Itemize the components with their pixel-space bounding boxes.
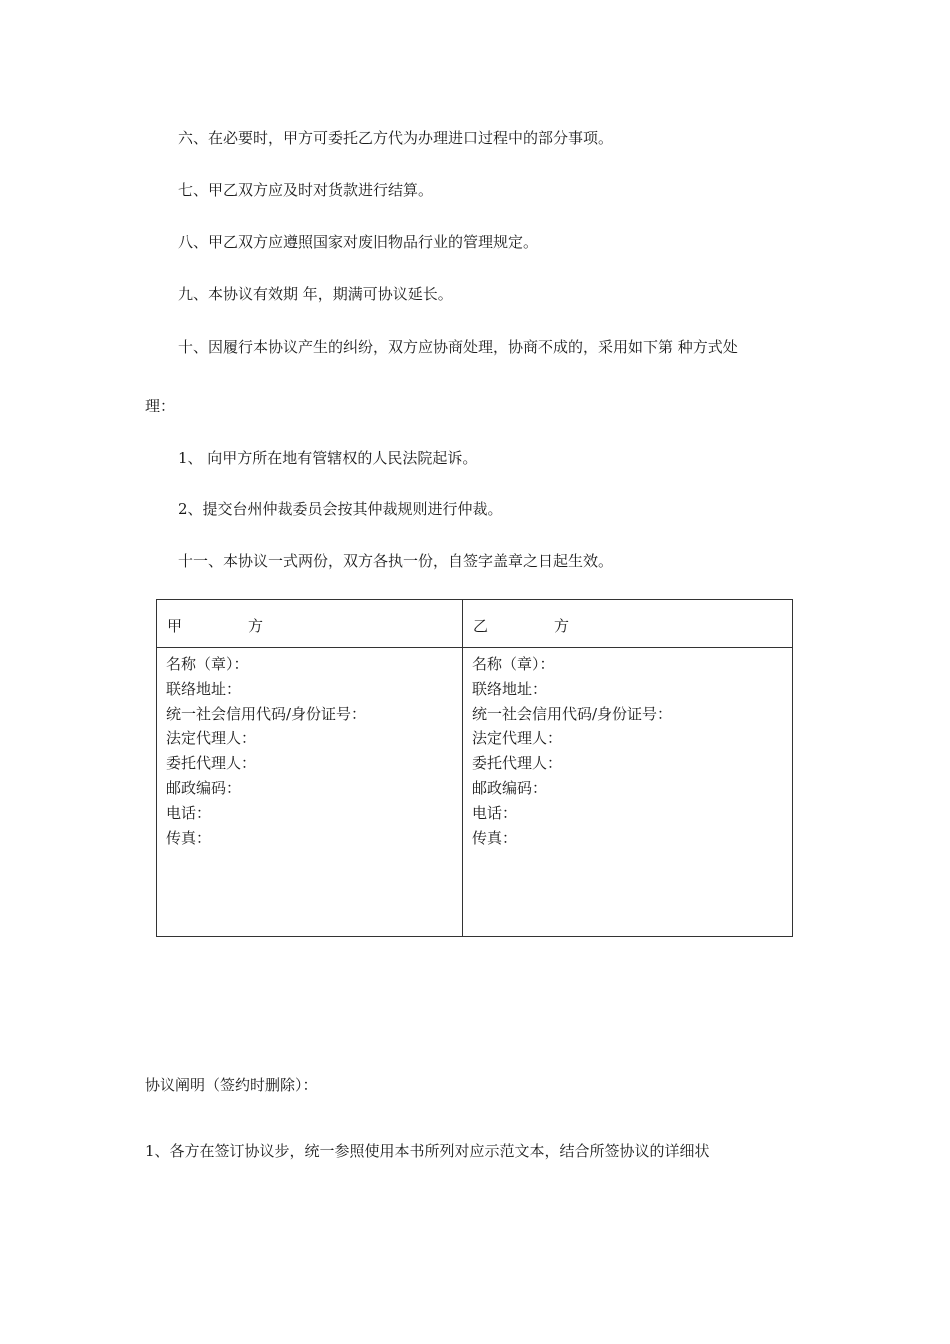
party-a-title-char-1: 甲 [167,617,185,635]
party-b-fields [472,652,788,850]
party-b-legal-rep-field: 法定代理人： [472,729,563,748]
dispute-option-1: 1、 向甲方所在地有管辖权的人民法院起诉。 [178,449,478,467]
party-b-column [463,600,792,936]
clause-7: 七、甲乙双方应及时对货款进行结算。 [178,181,434,199]
party-b-postcode-field: 邮政编码： [472,778,548,797]
clause-10-continued: 理： [145,397,176,415]
party-a-name-field: 名称（章）： [166,655,249,673]
party-b-address-field: 联络地址： [472,679,548,698]
party-b-title-char-1: 乙 [473,617,491,635]
clause-11: 十一、本协议一式两份，双方各执一份，自签字盖章之日起生效。 [178,552,614,570]
clause-9: 九、本协议有效期 年，期满可协议延长。 [178,285,453,303]
party-b-name-field: 名称（章）： [472,655,555,673]
party-a-header [157,600,462,648]
party-b-phone-field: 电话： [472,803,518,822]
party-a-fields [166,652,458,850]
party-b-header [463,600,792,648]
party-a-agent-field: 委托代理人： [166,754,257,773]
party-b-fax-field: 传真： [472,828,518,847]
clause-8: 八、甲乙双方应遵照国家对废旧物品行业的管理规定。 [178,233,539,251]
party-b-agent-field: 委托代理人： [472,754,563,773]
party-a-phone-field: 电话： [166,803,212,822]
party-a-title-char-2: 方 [248,617,266,635]
party-a-postcode-field: 邮政编码： [166,778,242,797]
clause-6: 六、在必要时，甲方可委托乙方代为办理进口过程中的部分事项。 [178,129,614,147]
dispute-option-2: 2、提交台州仲裁委员会按其仲裁规则进行仲裁。 [178,500,503,518]
party-a-address-field: 联络地址： [166,679,242,698]
signature-table [156,599,793,937]
party-b-title-char-2: 方 [554,617,572,635]
notes-item-1: 1、各方在签订协议步，统一参照使用本书所列对应示范文本，结合所签协议的详细状 [145,1142,710,1160]
party-a-fax-field: 传真： [166,828,212,847]
party-a-title [167,616,265,636]
notes-heading: 协议阐明（签约时删除）： [145,1076,318,1094]
party-a-legal-rep-field: 法定代理人： [166,729,257,748]
party-a-credit-code-field: 统一社会信用代码/身份证号： [166,704,367,723]
party-a-column [157,600,463,936]
party-b-title [473,616,571,636]
clause-10: 十、因履行本协议产生的纠纷，双方应协商处理，协商不成的，采用如下第 种方式处 [178,338,738,356]
party-b-credit-code-field: 统一社会信用代码/身份证号： [472,704,673,723]
